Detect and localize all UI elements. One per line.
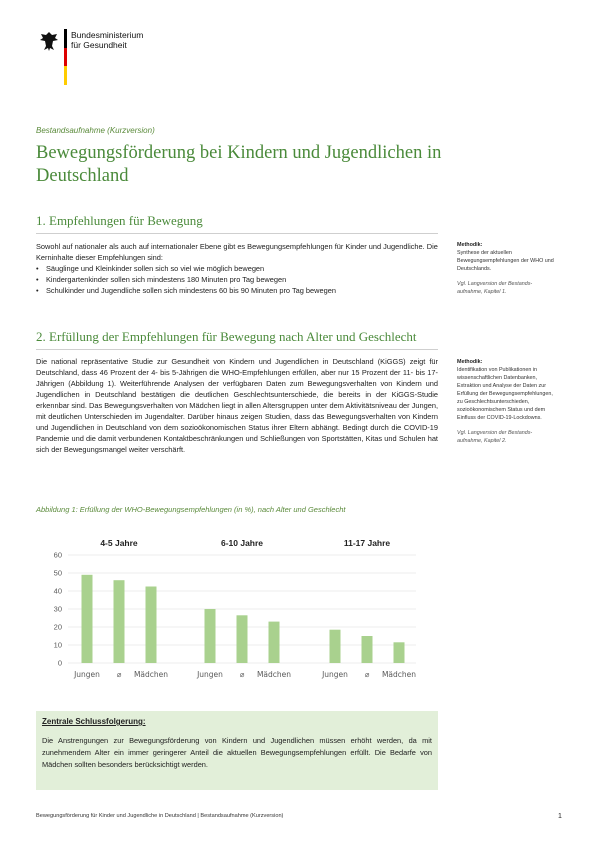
y-tick-label: 40 <box>53 586 62 596</box>
page-title: Bewegungsförderung bei Kindern und Jugendlichen in Deutschland <box>36 143 442 186</box>
list-item: • Kindergartenkinder sollen sich mindestens 180 Minuten pro Tag bewegen <box>36 274 438 285</box>
section-2-body: Die national repräsentative Studie zur Gesundheit von Kindern und Jugendlichen in Deutschland (KiGGS) zeigt für Deutschland, dass 46 Prozent der 4- bis 5-Jährigen die WHO-Empfehlungen erfüllen, aber nur 15 Prozent der 11- bis 17-Jährigen (Abbildung 1). Weiterführende Analysen der verfügbaren Daten zum Bewegungsverhalten von Kindern und Jugendlichen in Deutschland bestätigen die deutlichen Geschlechtsunterschiede, die bereits in der KiGGS-Studie erkennbar sind. Das Bewegungsverhalten von Mädchen liegt in allen Altersgruppen unter dem Aktivitätsniveau der Jungen, mit deutlichen Unterschieden im Jugendalter. Darüber hinaus zeigen Studien, dass das Bewegungsverhalten von Kindern und Jugendlichen in Deutschland von dem sozioökonomischen Status ihrer Eltern abhängt. Bedingt durch die COVID-19 Pandemie und die damit verbundenen Kontaktbeschränkungen und Schließungen von Sportstätten, Kitas und Schulen hat sich der Bewegungsmangel weiter verschärft. <box>36 357 438 454</box>
german-flag-stripe <box>64 29 67 85</box>
section-1-body <box>36 241 438 296</box>
y-tick-label: 0 <box>57 658 62 668</box>
section-2-heading: 2. Erfüllung der Empfehlungen für Bewegung nach Alter und Geschlecht <box>36 329 417 344</box>
flag-gold <box>64 66 67 85</box>
bar <box>269 622 280 663</box>
federal-eagle-icon <box>37 29 61 53</box>
bar <box>114 580 125 663</box>
bar <box>362 636 373 663</box>
recommendation-list <box>36 263 438 296</box>
flag-red <box>64 48 67 67</box>
section-2-divider <box>36 349 438 350</box>
ministry-line-2: für Gesundheit <box>71 40 127 50</box>
flag-black <box>64 29 67 48</box>
bar <box>330 630 341 663</box>
bar <box>237 615 248 663</box>
x-tick-label: Mädchen <box>381 670 417 679</box>
ministry-name <box>71 30 143 50</box>
group-label: 11-17 Jahre <box>343 538 391 548</box>
section-1-intro: Sowohl auf nationaler als auch auf internationaler Ebene gibt es Bewegungsempfehlungen für Kinder und Jugendliche. Die Kerninhalte dieser Empfehlungen sind: <box>36 242 438 262</box>
x-tick-label: Jungen <box>74 670 100 679</box>
x-tick-label: ⌀ <box>239 670 245 679</box>
x-tick-label: Jungen <box>322 670 348 679</box>
document-kicker: Bestandsaufnahme (Kurzversion) <box>36 126 155 135</box>
bar-chart <box>36 526 438 691</box>
group-label: 6-10 Jahre <box>220 538 264 548</box>
method-reference: Vgl. Langversion der Bestands-aufnahme, Kapitel 1. <box>457 281 533 295</box>
section-1-divider <box>36 233 438 234</box>
section-1-heading: 1. Empfehlungen für Bewegung <box>36 213 203 228</box>
section-2-method-note <box>457 358 557 445</box>
method-label: Methodik: <box>457 242 483 248</box>
group-label: 4-5 Jahre <box>100 538 138 548</box>
y-tick-label: 50 <box>53 568 62 578</box>
conclusion-box <box>36 711 438 790</box>
method-reference: Vgl. Langversion der Bestands-aufnahme, Kapitel 2. <box>457 430 533 444</box>
bar <box>146 587 157 664</box>
bar <box>205 609 216 663</box>
x-tick-label: Mädchen <box>133 670 169 679</box>
x-tick-label: Mädchen <box>256 670 292 679</box>
ministry-line-1: Bundesministerium <box>71 30 144 40</box>
y-tick-label: 30 <box>53 604 62 614</box>
x-tick-label: Jungen <box>197 670 223 679</box>
x-tick-label: ⌀ <box>364 670 370 679</box>
section-1-method-note <box>457 241 557 296</box>
conclusion-text: Die Anstrengungen zur Bewegungsförderung von Kindern und Jugendlichen müssen erhöht werden, da mit zunehmendem Alter ein immer geringerer Anteil die aktuellen Bewegungsempfehlungen erfüllt. Die Bedarfe von Mädchen sollten besonders berücksichtigt werden. <box>42 736 432 769</box>
method-text: Identifikation von Publikationen in wissenschaftlichen Datenbanken, Extraktion und Analyse der Daten zur Erfüllung der Bewegungsempfehlungen, zu Geschlechtsunterschieden, sozioökonomischem Status und dem Einfluss der COVID-19-Lockdowns. <box>457 367 553 421</box>
method-text: Synthese der aktuellen Bewegungsempfehlungen der WHO und Deutschlands. <box>457 250 554 272</box>
y-tick-label: 20 <box>53 622 62 632</box>
page-footer: Bewegungsförderung für Kinder und Jugendliche in Deutschland | Bestandsaufnahme (Kurzversion) <box>36 813 284 819</box>
page-number: 1 <box>558 813 562 820</box>
bar <box>82 575 93 663</box>
x-tick-label: ⌀ <box>116 670 122 679</box>
bar <box>394 642 405 663</box>
method-label: Methodik: <box>457 359 483 365</box>
conclusion-heading: Zentrale Schlussfolgerung: <box>42 717 146 726</box>
list-item: • Schulkinder und Jugendliche sollen sich mindestens 60 bis 90 Minuten pro Tag bewegen <box>36 285 438 296</box>
list-item: • Säuglinge und Kleinkinder sollen sich so viel wie möglich bewegen <box>36 263 438 274</box>
y-tick-label: 10 <box>53 640 62 650</box>
y-tick-label: 60 <box>53 550 62 560</box>
figure-caption: Abbildung 1: Erfüllung der WHO-Bewegungsempfehlungen (in %), nach Alter und Geschlecht <box>36 505 346 514</box>
chart-canvas <box>36 526 438 691</box>
